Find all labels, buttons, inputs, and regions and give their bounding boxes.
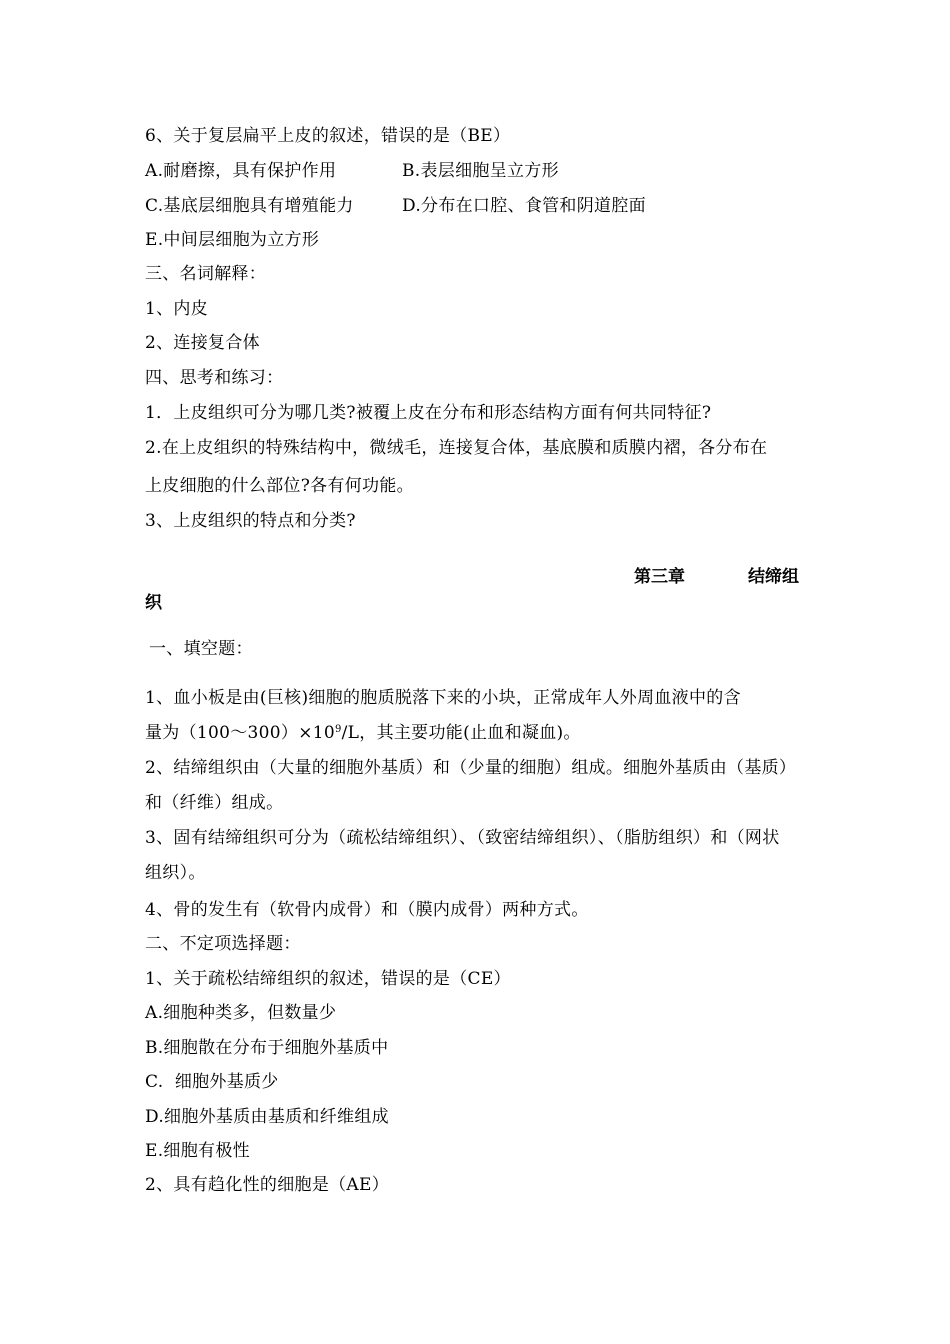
q6-option-d: D.分布在口腔、食管和阴道腔面 bbox=[402, 196, 646, 216]
fill-q3-line2: 组织）。 bbox=[145, 863, 206, 883]
choice-title: 二、不定项选择题： bbox=[145, 934, 301, 954]
section4-title: 四、思考和练习： bbox=[145, 368, 284, 388]
fill-q4: 4、骨的发生有（软骨内成骨）和（膜内成骨）两种方式。 bbox=[145, 900, 589, 920]
choice-q1-option-e: E.细胞有极性 bbox=[145, 1141, 250, 1161]
choice-q1-option-d: D.细胞外基质由基质和纤维组成 bbox=[145, 1107, 389, 1127]
fill-q2-line1: 2、结缔组织由（大量的细胞外基质）和（少量的细胞）组成。细胞外基质由（基质） bbox=[145, 758, 797, 778]
section4-q2-line1: 2.在上皮组织的特殊结构中，微绒毛，连接复合体，基底膜和质膜内褶，各分布在 bbox=[145, 438, 768, 458]
fill-q1-line2-post: /L，其主要功能(止血和凝血)。 bbox=[341, 723, 581, 743]
chapter-label: 第三章 bbox=[634, 567, 685, 587]
fill-q1-exponent: 9 bbox=[334, 724, 342, 735]
choice-q1-option-b: B.细胞散在分布于细胞外基质中 bbox=[145, 1038, 389, 1058]
chapter-title-part2: 织 bbox=[145, 593, 162, 613]
section4-q1: 1．上皮组织可分为哪几类?被覆上皮在分布和形态结构方面有何共同特征? bbox=[145, 403, 712, 423]
q6-options-row1 bbox=[145, 159, 845, 183]
fill-q1-line1: 1、血小板是由(巨核)细胞的胞质脱落下来的小块，正常成年人外周血液中的含 bbox=[145, 688, 741, 708]
q6-options-row2 bbox=[145, 194, 845, 218]
q6-stem: 6、关于复层扁平上皮的叙述，错误的是（BE） bbox=[145, 126, 511, 146]
choice-q1-stem: 1、关于疏松结缔组织的叙述，错误的是（CE） bbox=[145, 969, 511, 989]
q6-option-b: B.表层细胞呈立方形 bbox=[402, 161, 559, 181]
section3-title: 三、名词解释： bbox=[145, 264, 267, 284]
fill-q3-line1: 3、固有结缔组织可分为（疏松结缔组织）、（致密结缔组织）、（脂肪组织）和（网状 bbox=[145, 828, 780, 848]
fill-q1-line2 bbox=[145, 721, 581, 745]
section4-q3: 3、上皮组织的特点和分类? bbox=[145, 511, 356, 531]
section3-item-1: 1、内皮 bbox=[145, 299, 209, 319]
choice-q1-option-c: C. 细胞外基质少 bbox=[145, 1072, 279, 1092]
section4-q2-line2: 上皮细胞的什么部位?各有何功能。 bbox=[145, 476, 414, 496]
fill-q2-line2: 和（纤维）组成。 bbox=[145, 793, 284, 813]
q6-option-c: C.基底层细胞具有增殖能力 bbox=[145, 196, 354, 216]
fill-q1-line2-pre: 量为（100～300）×10 bbox=[145, 723, 335, 743]
q6-option-e: E.中间层细胞为立方形 bbox=[145, 230, 320, 250]
section3-item-2: 2、连接复合体 bbox=[145, 333, 260, 353]
choice-q1-option-a: A.细胞种类多，但数量少 bbox=[145, 1003, 337, 1023]
q6-option-a: A.耐磨擦，具有保护作用 bbox=[145, 161, 337, 181]
chapter-title-part1: 结缔组 bbox=[748, 567, 799, 587]
fill-title: 一、填空题： bbox=[149, 639, 253, 659]
choice-q2-stem: 2、具有趋化性的细胞是（AE） bbox=[145, 1175, 390, 1195]
